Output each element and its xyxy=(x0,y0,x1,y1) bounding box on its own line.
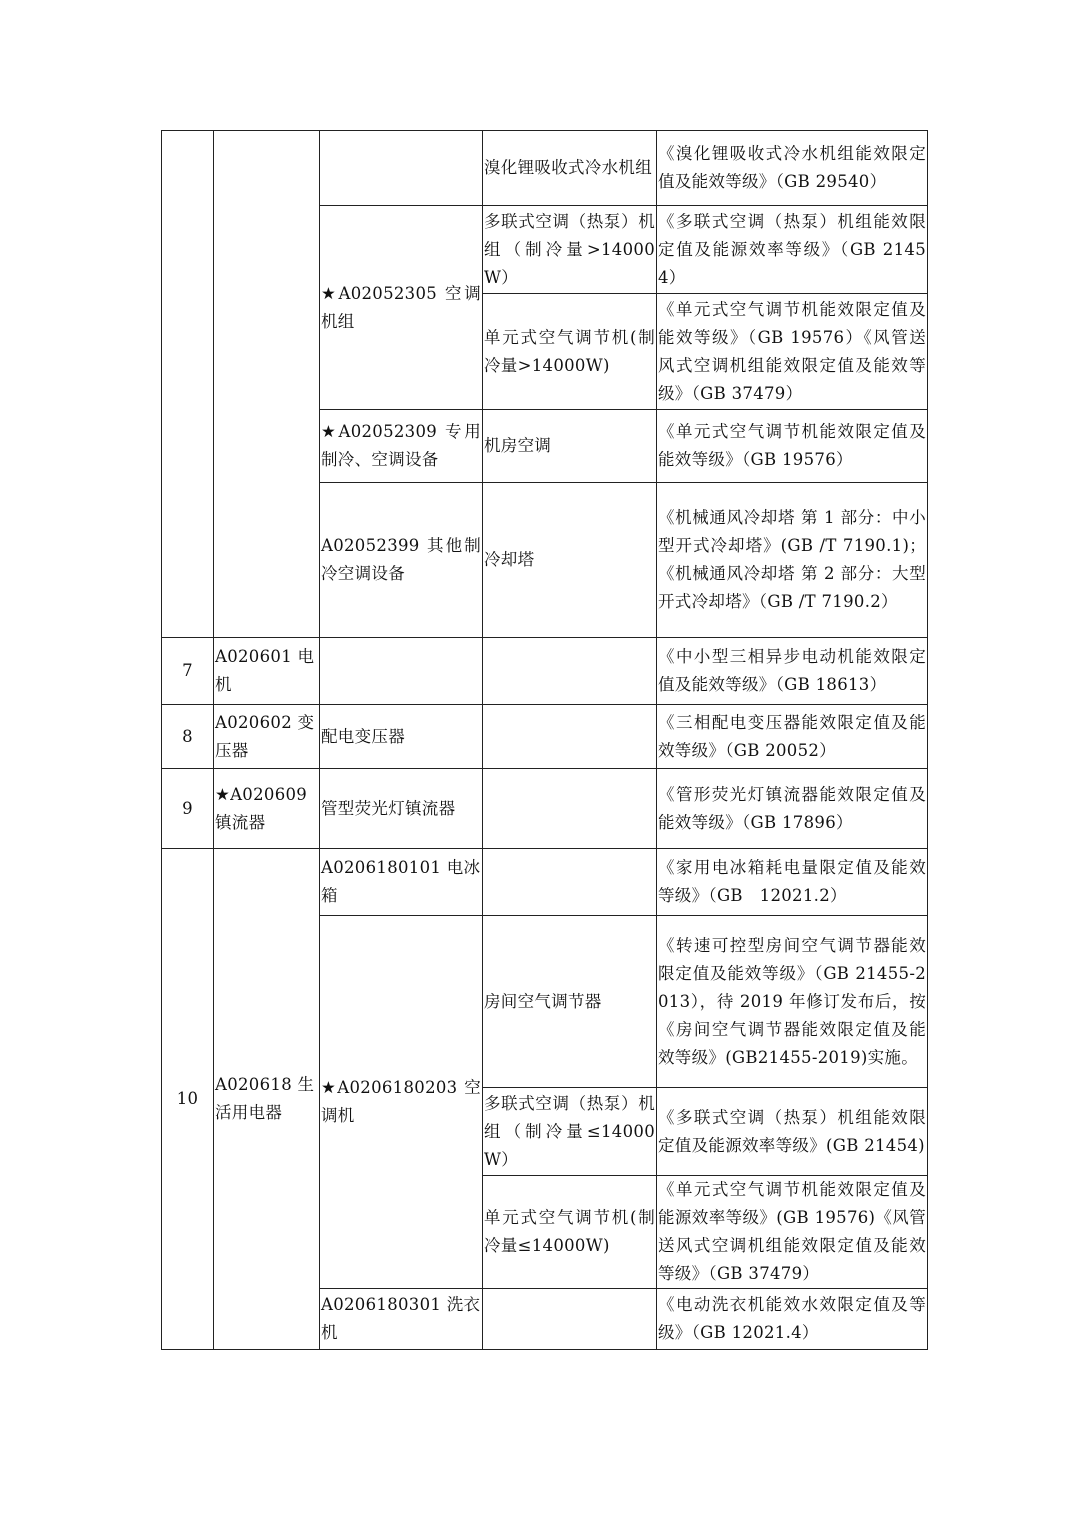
category-cell: A020601 电机 xyxy=(214,638,320,705)
product-cell: 多联式空调（热泵）机组（制冷量>14000W） xyxy=(483,206,657,294)
row-number-cell xyxy=(162,131,214,638)
standards-table xyxy=(161,130,928,1350)
standard-cell: 《转速可控型房间空气调节器能效限定值及能效等级》（GB 21455-2013），待 2019 年修订发布后，按《房间空气调节器能效限定值及能效等级》(GB21455-2019)实施。 xyxy=(657,916,928,1088)
row-number-cell: 7 xyxy=(162,638,214,705)
item-cell: ★A0206180203 空调机 xyxy=(320,916,483,1289)
product-cell: 冷却塔 xyxy=(483,483,657,638)
item-cell: A02052399 其他制冷空调设备 xyxy=(320,483,483,638)
item-cell xyxy=(320,131,483,206)
standard-cell: 《电动洗衣机能效水效限定值及等级》（GB 12021.4） xyxy=(657,1289,928,1350)
standard-cell: 《单元式空气调节机能效限定值及能效等级》（GB 19576） xyxy=(657,410,928,483)
product-cell xyxy=(483,638,657,705)
standard-cell: 《多联式空调（热泵）机组能效限定值及能源效率等级》(GB 21454) xyxy=(657,1088,928,1176)
category-cell: A020618 生活用电器 xyxy=(214,849,320,1350)
row-number-cell: 9 xyxy=(162,769,214,849)
item-cell: A0206180101 电冰箱 xyxy=(320,849,483,916)
standard-cell: 《溴化锂吸收式冷水机组能效限定值及能效等级》（GB 29540） xyxy=(657,131,928,206)
item-cell xyxy=(320,638,483,705)
item-cell: ★A02052305 空调机组 xyxy=(320,206,483,410)
product-cell xyxy=(483,1289,657,1350)
product-cell: 单元式空气调节机(制冷量≤14000W) xyxy=(483,1176,657,1289)
standard-cell: 《家用电冰箱耗电量限定值及能效等级》（GB 12021.2） xyxy=(657,849,928,916)
standard-cell: 《单元式空气调节机能效限定值及能源效率等级》(GB 19576)《风管送风式空调机组能效限定值及能效等级》（GB 37479） xyxy=(657,1176,928,1289)
item-cell: A0206180301 洗衣机 xyxy=(320,1289,483,1350)
category-cell: A020602 变压器 xyxy=(214,705,320,769)
standard-cell: 《中小型三相异步电动机能效限定值及能效等级》（GB 18613） xyxy=(657,638,928,705)
product-cell: 溴化锂吸收式冷水机组 xyxy=(483,131,657,206)
product-cell: 机房空调 xyxy=(483,410,657,483)
item-cell: 管型荧光灯镇流器 xyxy=(320,769,483,849)
product-cell: 房间空气调节器 xyxy=(483,916,657,1088)
table-row xyxy=(162,638,928,705)
product-cell xyxy=(483,849,657,916)
category-cell xyxy=(214,131,320,638)
product-cell: 多联式空调（热泵）机组（制冷量≤14000W） xyxy=(483,1088,657,1176)
row-number-cell: 10 xyxy=(162,849,214,1350)
item-cell: ★A02052309 专用制冷、空调设备 xyxy=(320,410,483,483)
standard-cell: 《机械通风冷却塔 第 1 部分：中小型开式冷却塔》(GB /T 7190.1)；《机械通风冷却塔 第 2 部分：大型开式冷却塔》（GB /T 7190.2） xyxy=(657,483,928,638)
item-cell: 配电变压器 xyxy=(320,705,483,769)
table-row xyxy=(162,705,928,769)
table-row xyxy=(162,131,928,206)
product-cell xyxy=(483,705,657,769)
table-row xyxy=(162,769,928,849)
product-cell xyxy=(483,769,657,849)
standard-cell: 《单元式空气调节机能效限定值及能效等级》（GB 19576）《风管送风式空调机组能效限定值及能效等级》（GB 37479） xyxy=(657,294,928,410)
category-cell: ★A020609 镇流器 xyxy=(214,769,320,849)
product-cell: 单元式空气调节机(制冷量>14000W) xyxy=(483,294,657,410)
row-number-cell: 8 xyxy=(162,705,214,769)
standard-cell: 《三相配电变压器能效限定值及能效等级》（GB 20052） xyxy=(657,705,928,769)
table-row xyxy=(162,849,928,916)
standard-cell: 《多联式空调（热泵）机组能效限定值及能源效率等级》（GB 21454） xyxy=(657,206,928,294)
standard-cell: 《管形荧光灯镇流器能效限定值及能效等级》（GB 17896） xyxy=(657,769,928,849)
